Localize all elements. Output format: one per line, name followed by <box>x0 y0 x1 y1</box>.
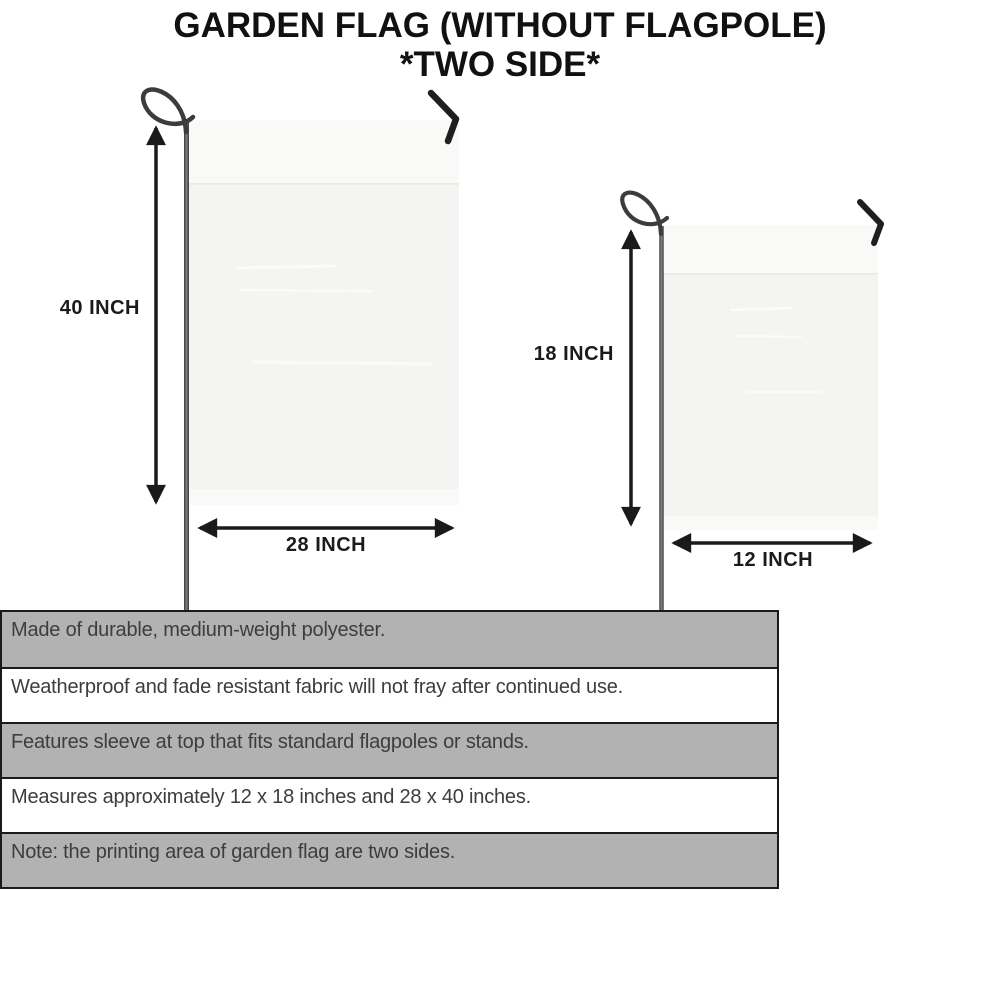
small-flag-fold-mark <box>736 336 802 337</box>
flagpole-loop-icon <box>622 193 667 234</box>
small-flag-group <box>622 193 881 610</box>
flagpole-loop-icon <box>143 90 193 132</box>
small-flag-height-label: 18 INCH <box>533 343 614 365</box>
large-flag-height-label: 40 INCH <box>59 297 140 319</box>
large-flag-group <box>143 90 459 610</box>
large-flag-sleeve <box>188 120 459 183</box>
large-flag-fold-mark <box>252 362 432 364</box>
spec-row-text: Made of durable, medium-weight polyester. <box>11 619 386 641</box>
spec-row-text: Weatherproof and fade resistant fabric will not fray after continued use. <box>11 676 624 698</box>
small-flag-sleeve <box>662 225 878 273</box>
spec-row-text: Features sleeve at top that fits standard flagpoles or stands. <box>11 731 529 753</box>
small-flag-width-label: 12 INCH <box>732 549 814 571</box>
spec-row-sleeve <box>2 722 777 777</box>
spec-row-text: Note: the printing area of garden flag are two sides. <box>11 841 456 863</box>
large-flag-bottom-hem <box>188 489 459 505</box>
title-line-2: *TWO SIDE* <box>399 45 601 84</box>
small-flag-bottom-hem <box>662 516 878 530</box>
product-spec-table <box>0 610 779 889</box>
spec-row-material <box>2 612 777 667</box>
spec-row-text: Measures approximately 12 x 18 inches and 28 x 40 inches. <box>11 786 532 808</box>
large-flag-width-label: 28 INCH <box>285 534 367 556</box>
spec-row-note <box>2 832 777 887</box>
title-line-1: GARDEN FLAG (WITHOUT FLAGPOLE) <box>173 6 827 45</box>
spec-row-measurements <box>2 777 777 832</box>
spec-row-weatherproof <box>2 667 777 722</box>
large-flag-fold-mark <box>240 290 372 291</box>
large-flag-fold-mark <box>236 266 336 268</box>
